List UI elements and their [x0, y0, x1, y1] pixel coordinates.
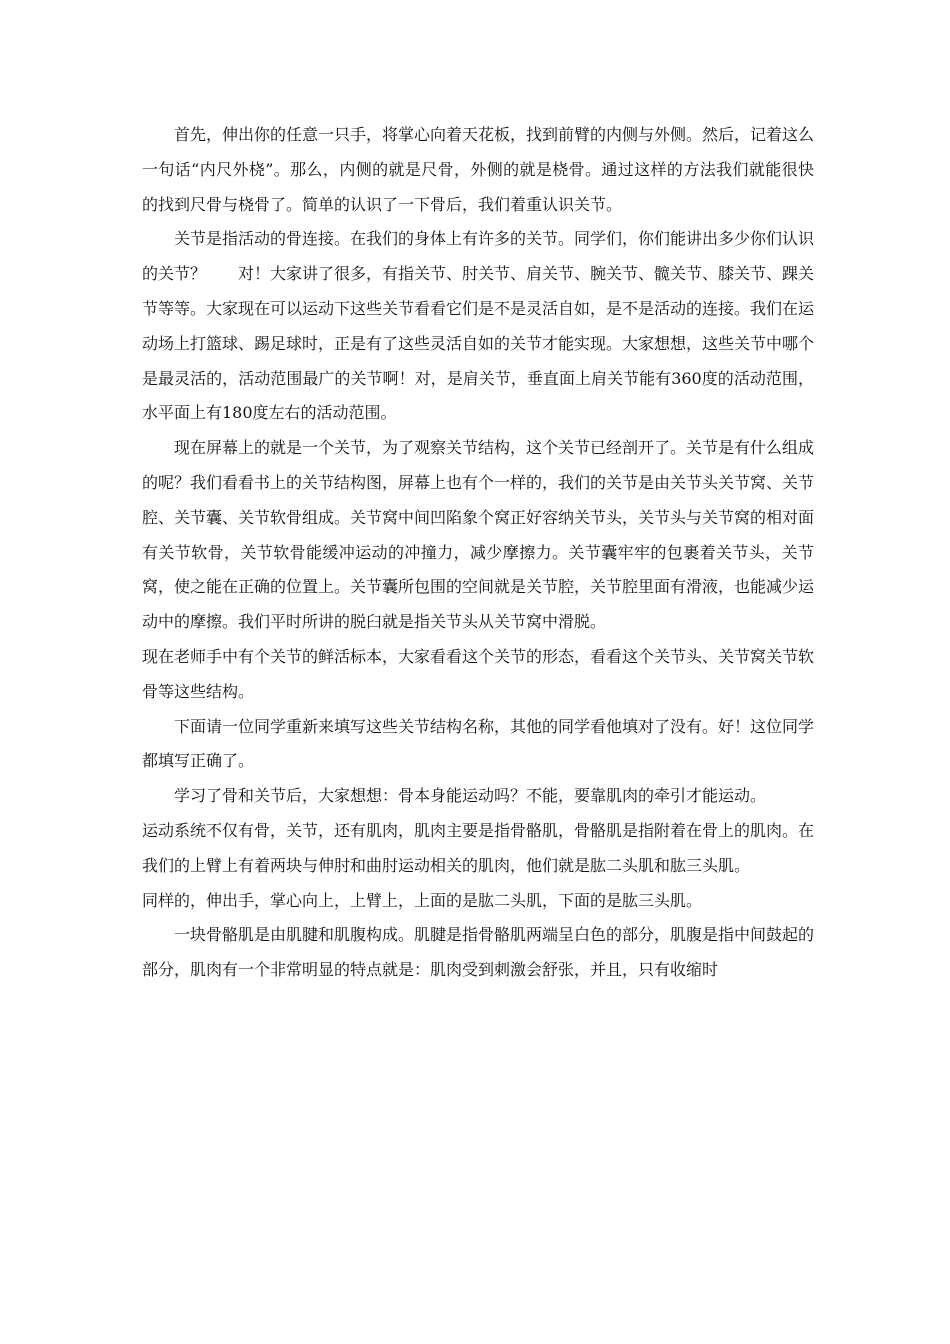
paragraph-tendon-belly: 一块骨骼肌是由肌腱和肌腹构成。肌腱是指骨骼肌两端呈白色的部分，肌腹是指中间鼓起的部分，肌肉有一个非常明显的特点就是：肌肉受到刺激会舒张，并且，只有收缩时 [142, 925, 815, 980]
paragraph-bone-movement-question: 学习了骨和关节后，大家想想：骨本身能运动吗？不能，要靠肌肉的牵引才能运动。 [174, 786, 767, 806]
paragraph-joint-definition: 关节是指活动的骨连接。在我们的身体上有许多的关节。同学们，你们能讲出多少你们认识的关节？ 对！大家讲了很多，有指关节、肘关节、肩关节、腕关节、髋关节、膝关节、踝关节等等。大家现在可以运动下这些关节看看它们是不是灵活自如，是不是活动的连接。我们在运动场上打篮球、踢足球时，正是有了这些灵活自如的关节才能实现。大家想想，这些关节中哪个是最灵活的，活动范围最广的关节啊！对，是肩关节，垂直面上肩关节能有360度的活动范围，水平面上有180度左右的活动范围。 [142, 229, 815, 423]
paragraph-specimen: 现在老师手中有个关节的鲜活标本，大家看看这个关节的形态，看看这个关节头、关节窝关节软骨等这些结构。 [142, 646, 815, 701]
paragraph-biceps-triceps: 同样的，伸出手，掌心向上，上臂上，上面的是肱二头肌，下面的是肱三头肌。 [142, 890, 703, 910]
document-page [142, 118, 814, 988]
paragraph-student-fill: 下面请一位同学重新来填写这些关节结构名称，其他的同学看他填对了没有。好！这位同学都填写正确了。 [142, 716, 815, 771]
paragraph-joint-structure: 现在屏幕上的就是一个关节，为了观察关节结构，这个关节已经剖开了。关节是有什么组成的呢？我们看看书上的关节结构图，屏幕上也有个一样的，我们的关节是由关节头关节窝、关节腔、关节囊、关节软骨组成。关节窝中间凹陷象个窝正好容纳关节头，关节头与关节窝的相对面有关节软骨，关节软骨能缓冲运动的冲撞力，减少摩擦力。关节囊牢牢的包裹着关节头，关节窝，使之能在正确的位置上。关节囊所包围的空间就是关节腔，关节腔里面有滑液，也能减少运动中的摩擦。我们平时所讲的脱臼就是指关节头从关节窝中滑脱。 [142, 438, 815, 632]
paragraph-radius-ulna: 首先，伸出你的任意一只手，将掌心向着天花板，找到前臂的内侧与外侧。然后，记着这么一句话“内尺外桡”。那么，内侧的就是尺骨，外侧的就是桡骨。通过这样的方法我们就能很快的找到尺骨与桡骨了。简单的认识了一下骨后，我们着重认识关节。 [142, 125, 815, 214]
paragraph-skeletal-muscle: 运动系统不仅有骨，关节，还有肌肉，肌肉主要是指骨骼肌，骨骼肌是指附着在骨上的肌肉。在我们的上臂上有着两块与伸肘和曲肘运动相关的肌肉，他们就是肱二头肌和肱三头肌。 [142, 820, 815, 875]
